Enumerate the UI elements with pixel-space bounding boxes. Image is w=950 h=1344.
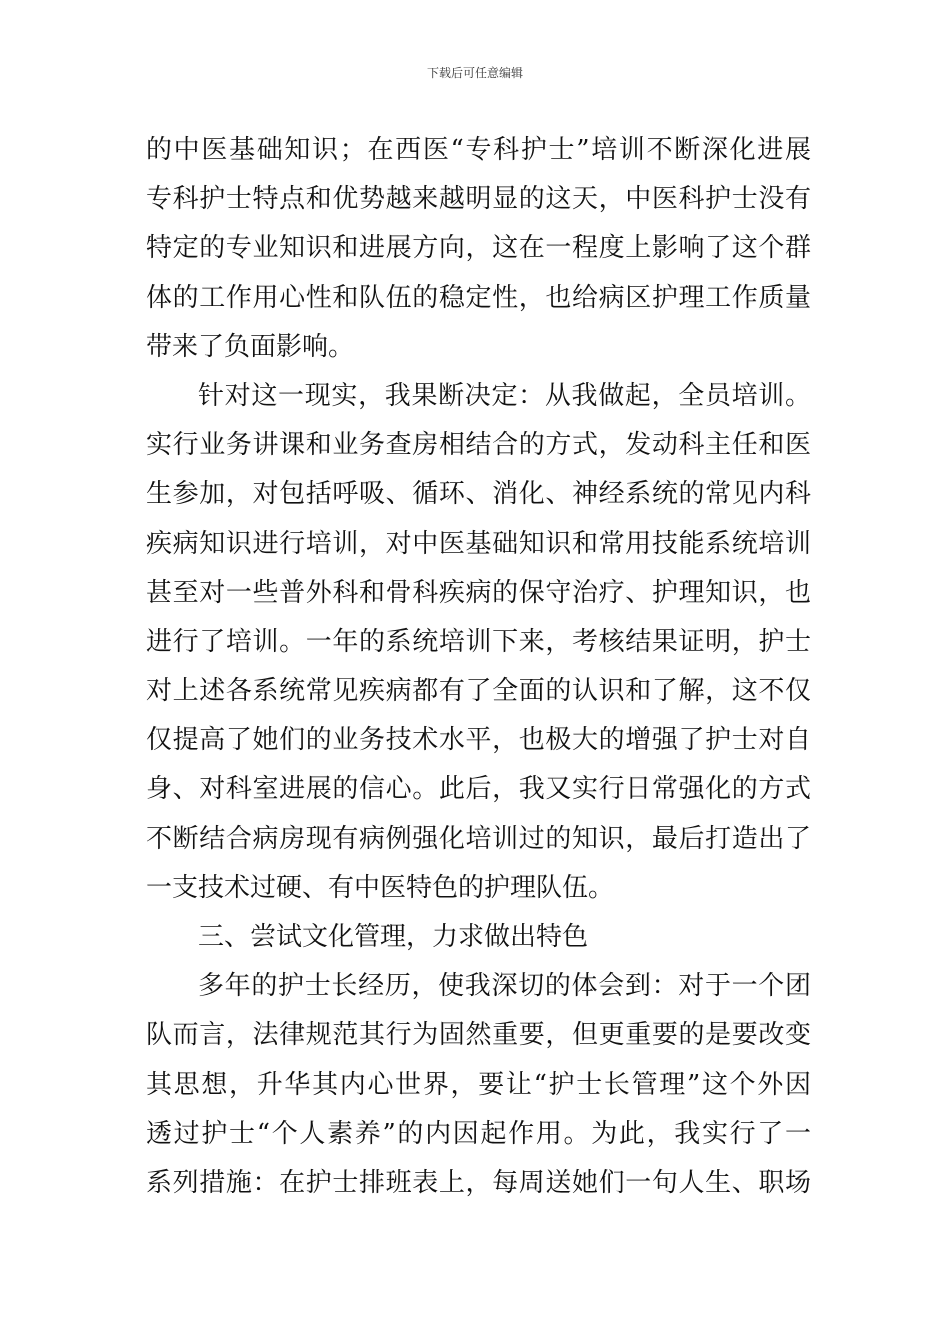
text-line: 带来了负面影响。 — [146, 331, 355, 362]
text-line: 仅提高了她们的业务技术水平，也极大的增强了护士对自 — [146, 725, 811, 756]
text-line: 透过护士“个人素养”的内因起作用。为此，我实行了一 — [146, 1118, 811, 1149]
text-line: 甚至对一些普外科和骨科疾病的保守治疗、护理知识，也 — [146, 577, 811, 608]
text-line: 其思想，升华其内心世界，要让“护士长管理”这个外因 — [146, 1069, 811, 1100]
text-line: 不断结合病房现有病例强化培训过的知识，最后打造出了 — [146, 823, 811, 854]
text-line: 实行业务讲课和业务查房相结合的方式，发动科主任和医 — [146, 430, 811, 461]
text-line: 进行了培训。一年的系统培训下来，考核结果证明，护士 — [146, 626, 811, 657]
text-line: 对上述各系统常见疾病都有了全面的认识和了解，这不仅 — [146, 676, 811, 707]
text-line: 队而言，法律规范其行为固然重要，但更重要的是要改变 — [146, 1020, 811, 1051]
text-line: 一支技术过硬、有中医特色的护理队伍。 — [146, 872, 615, 903]
text-line: 专科护士特点和优势越来越明显的这天，中医科护士没有 — [146, 184, 811, 215]
text-line: 体的工作用心性和队伍的稳定性，也给病区护理工作质量 — [146, 282, 811, 313]
text-line: 系列措施：在护士排班表上，每周送她们一句人生、职场 — [146, 1167, 811, 1198]
body-text — [146, 126, 811, 1208]
text-line: 三、尝试文化管理，力求做出特色 — [198, 922, 589, 952]
text-line: 多年的护士长经历，使我深切的体会到：对于一个团 — [198, 971, 811, 1002]
text-line: 疾病知识进行培训，对中医基础知识和常用技能系统培训 — [146, 528, 811, 559]
text-line: 生参加，对包括呼吸、循环、消化、神经系统的常见内科 — [146, 479, 811, 510]
text-line: 针对这一现实，我果断决定：从我做起，全员培训。 — [198, 380, 811, 411]
page-header: 下载后可任意编辑 — [426, 66, 523, 80]
text-line: 特定的专业知识和进展方向，这在一程度上影响了这个群 — [146, 233, 811, 264]
text-line: 的中医基础知识；在西医“专科护士”培训不断深化进展 — [146, 135, 811, 165]
text-line: 身、对科室进展的信心。此后，我又实行日常强化的方式 — [146, 774, 811, 805]
